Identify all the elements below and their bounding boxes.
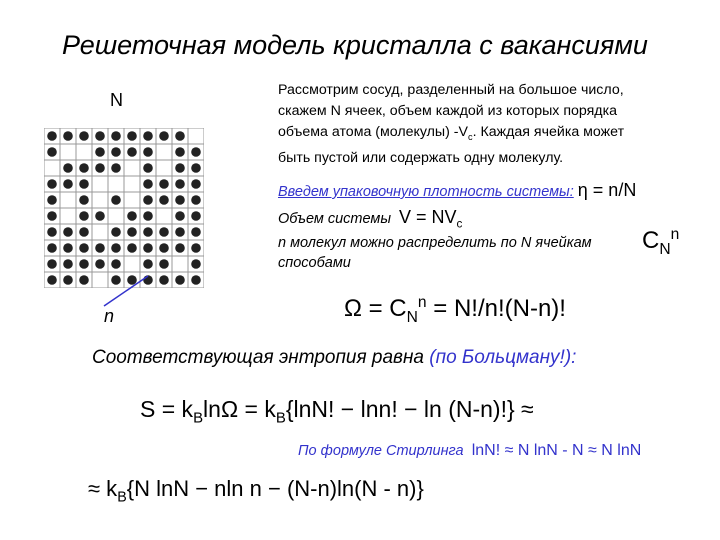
molecule-dot xyxy=(63,243,73,253)
molecule-dot xyxy=(47,227,57,237)
packing-label: Введем упаковочную плотность системы: xyxy=(278,184,574,200)
molecule-dot xyxy=(79,179,89,189)
molecule-dot xyxy=(63,163,73,173)
molecule-dot xyxy=(159,275,169,285)
slide-title: Решеточная модель кристалла с вакансиями xyxy=(62,30,648,60)
molecule-dot xyxy=(47,179,57,189)
stirling-label: По формуле Стирлинга xyxy=(298,443,464,459)
molecule-dot xyxy=(79,275,89,285)
molecule-dot xyxy=(95,211,105,221)
molecule-dot xyxy=(159,227,169,237)
molecule-dot xyxy=(111,163,121,173)
intro-line-3-tail: . Каждая ячейка может xyxy=(472,124,625,140)
stirling-formula: lnN! ≈ N lnN - N ≈ N lnN xyxy=(471,442,642,459)
combo-sub: N xyxy=(659,240,671,258)
molecule-dot xyxy=(143,275,153,285)
molecule-dot xyxy=(127,147,137,157)
molecule-dot xyxy=(95,131,105,141)
molecule-dot xyxy=(79,227,89,237)
molecule-dot xyxy=(143,163,153,173)
molecule-dot xyxy=(79,131,89,141)
molecule-dot xyxy=(47,195,57,205)
molecule-dot xyxy=(127,131,137,141)
entropy-tail: {lnN! − lnn! − ln (N-n)!} ≈ xyxy=(285,396,534,422)
molecule-dot xyxy=(175,179,185,189)
molecule-dot xyxy=(111,195,121,205)
intro-line-3-text: объема атома (молекулы) -V xyxy=(278,124,468,140)
entropy-sub-1: B xyxy=(193,409,204,427)
approx-prefix: ≈ k xyxy=(88,476,118,501)
molecule-dot xyxy=(127,275,137,285)
intro-line-1: Рассмотрим сосуд, разделенный на большое число, xyxy=(278,82,624,98)
molecule-dot xyxy=(175,275,185,285)
molecule-dot xyxy=(191,275,201,285)
molecule-dot xyxy=(47,259,57,269)
entropy-eq-k: = k xyxy=(238,396,276,422)
molecule-dot xyxy=(175,227,185,237)
molecule-dot xyxy=(159,195,169,205)
omega-sub: N xyxy=(406,308,418,326)
omega-rest: = N!/n!(N-n)! xyxy=(426,295,566,322)
molecule-dot xyxy=(175,147,185,157)
molecule-dot xyxy=(191,179,201,189)
intro-line-4: быть пустой или содержать одну молекулу. xyxy=(278,149,564,166)
molecule-dot xyxy=(127,243,137,253)
packing-formula: = n/N xyxy=(587,180,637,200)
combo-c: C xyxy=(642,227,660,254)
molecule-dot xyxy=(191,195,201,205)
molecule-dot xyxy=(63,259,73,269)
entropy-sub-2: B xyxy=(275,409,286,427)
molecule-dot xyxy=(95,163,105,173)
molecule-dot xyxy=(191,227,201,237)
stirling-line xyxy=(298,442,641,460)
volume-label: Объем системы xyxy=(278,211,391,227)
combo-sup: n xyxy=(670,226,680,243)
lattice-grid xyxy=(44,128,204,288)
molecule-dot xyxy=(143,211,153,221)
packing-eta: η xyxy=(577,180,588,200)
molecule-dot xyxy=(175,163,185,173)
distribution-text-2: способами xyxy=(278,255,351,271)
entropy-heading-note: (по Больцману!): xyxy=(429,347,577,368)
molecule-dot xyxy=(143,259,153,269)
omega-formula xyxy=(344,294,566,327)
packing-density-line xyxy=(278,180,636,201)
approx-sub: B xyxy=(117,489,127,506)
molecule-dot xyxy=(111,259,121,269)
entropy-omega: Ω xyxy=(220,396,239,422)
entropy-heading-text: Соответствующая энтропия равна xyxy=(92,347,424,368)
approx-rest: {N lnN − nln n − (N-n)ln(N - n)} xyxy=(126,476,424,501)
volume-formula-sub: c xyxy=(456,217,463,231)
molecule-dot xyxy=(175,195,185,205)
combination-symbol xyxy=(642,226,679,259)
molecule-dot xyxy=(159,259,169,269)
molecule-dot xyxy=(111,147,121,157)
volume-formula-main: V = NV xyxy=(399,207,457,227)
molecule-dot xyxy=(47,275,57,285)
intro-paragraph xyxy=(278,80,624,169)
molecule-dot xyxy=(47,131,57,141)
molecule-dot xyxy=(47,211,57,221)
omega-symbol: Ω xyxy=(344,295,362,322)
molecule-dot xyxy=(79,163,89,173)
molecule-dot xyxy=(175,243,185,253)
molecule-dot xyxy=(143,147,153,157)
approx-formula xyxy=(88,476,424,505)
molecule-dot xyxy=(191,147,201,157)
molecule-dot xyxy=(79,211,89,221)
molecule-dot xyxy=(111,131,121,141)
label-total-cells: N xyxy=(110,90,123,110)
volume-line xyxy=(278,207,462,231)
molecule-dot xyxy=(191,163,201,173)
molecule-dot xyxy=(95,259,105,269)
molecule-dot xyxy=(191,211,201,221)
molecule-dot xyxy=(111,243,121,253)
intro-line-3 xyxy=(278,122,624,148)
molecule-dot xyxy=(47,147,57,157)
molecule-dot xyxy=(111,227,121,237)
entropy-s: S = k xyxy=(140,396,194,422)
molecule-dot xyxy=(143,227,153,237)
molecule-dot xyxy=(79,243,89,253)
molecule-dot xyxy=(175,131,185,141)
molecule-dot xyxy=(159,243,169,253)
label-molecules: n xyxy=(104,306,115,326)
molecule-dot xyxy=(191,243,201,253)
molecule-dot xyxy=(143,195,153,205)
molecule-dot xyxy=(111,275,121,285)
molecule-dot xyxy=(63,227,73,237)
molecule-dot xyxy=(191,259,201,269)
entropy-heading xyxy=(92,347,576,369)
molecule-dot xyxy=(127,211,137,221)
molecule-dot xyxy=(159,131,169,141)
molecule-dot xyxy=(143,243,153,253)
distribution-text-1: n молекул можно распределить по N ячейкам xyxy=(278,235,592,251)
molecule-dot xyxy=(47,243,57,253)
volume-formula xyxy=(399,207,463,231)
molecule-dot xyxy=(175,211,185,221)
omega-eq: = C xyxy=(361,295,407,322)
molecule-dot xyxy=(79,195,89,205)
molecule-dot xyxy=(63,179,73,189)
molecule-dot xyxy=(95,243,105,253)
entropy-ln: ln xyxy=(203,396,221,422)
molecule-dot xyxy=(63,275,73,285)
molecule-dot xyxy=(143,179,153,189)
entropy-formula xyxy=(140,396,534,427)
intro-vc-sub: c xyxy=(468,131,473,142)
molecule-dot xyxy=(63,131,73,141)
molecule-dot xyxy=(95,147,105,157)
intro-line-2: скажем N ячеек, объем каждой из которых порядка xyxy=(278,103,617,119)
molecule-dot xyxy=(159,179,169,189)
molecule-dot xyxy=(127,227,137,237)
molecule-dot xyxy=(143,131,153,141)
omega-sup: n xyxy=(417,294,427,311)
molecule-dot xyxy=(79,259,89,269)
